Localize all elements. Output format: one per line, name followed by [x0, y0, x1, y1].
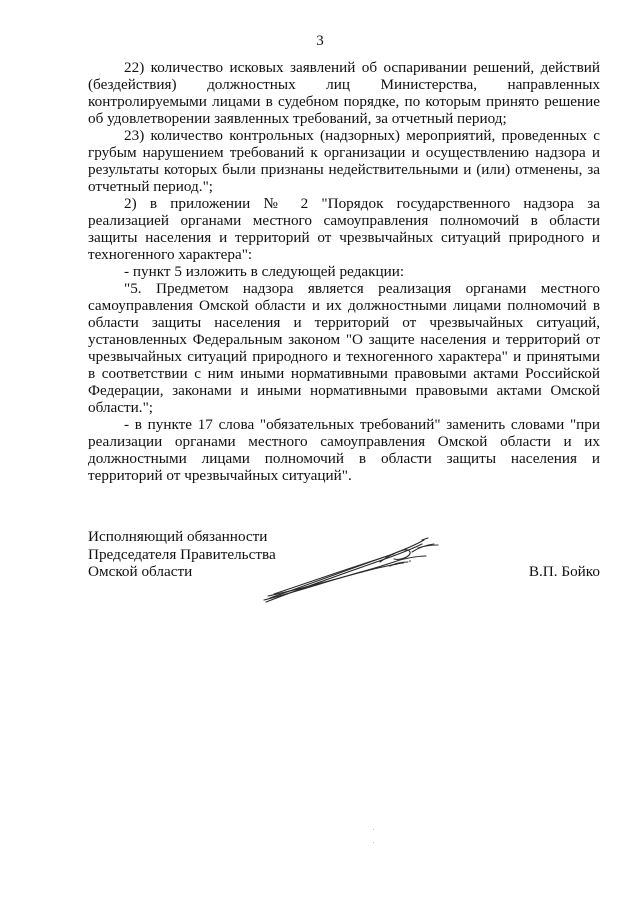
document-body	[88, 59, 600, 484]
signatory-title-line: Исполняющий обязанности	[88, 528, 268, 545]
handwritten-signature	[262, 536, 452, 606]
signatory-name: В.П. Бойко	[528, 563, 600, 580]
scan-artifact	[373, 829, 374, 830]
paragraph-item-23: 23) количество контрольных (надзорных) мероприятий, проведенных с грубым нарушением требований к организации и осуществлению надзора и результаты которых были признаны недействительными и (или) отменены, за отчетный период.";	[88, 127, 600, 195]
scan-artifact	[373, 842, 374, 843]
signatory-title-line: Омской области	[88, 563, 193, 580]
paragraph-appendix-2: 2) в приложении № 2 "Порядок государственного надзора за реализацией органами местного самоуправления полномочий в области защиты населения и территорий от чрезвычайных ситуаций природного и техногенного характера":	[88, 195, 600, 263]
paragraph-point-5-text: "5. Предметом надзора является реализация органами местного самоуправления Омской области и их должностными лицами полномочий в области защиты населения и территорий от чрезвычайных ситуаций, установленных Федеральным законом "О защите населения и территорий от чрезвычайных ситуаций природного и техногенного характера" и принятыми в соответствии с ним иными нормативными правовыми актами Российской Федерации, законами и иными нормативными правовыми актами Омской области.";	[88, 280, 600, 416]
paragraph-point-5-instruction: - пункт 5 изложить в следующей редакции:	[124, 263, 405, 280]
paragraph-point-17: - в пункте 17 слова "обязательных требований" заменить словами "при реализации органами местного самоуправления Омской области и их должностными лицами полномочий в области защиты населения и территорий от чрезвычайных ситуаций".	[88, 416, 600, 484]
signatory-title-line: Председателя Правительства	[88, 545, 276, 563]
page-number: 3	[316, 33, 324, 49]
paragraph-item-22: 22) количество исковых заявлений об оспаривании решений, действий (бездействия) должностных лиц Министерства, направленных контролируемыми лицами в судебном порядке, по которым принято решение об удовлетворении заявленных требований, за отчетный период;	[88, 59, 600, 127]
